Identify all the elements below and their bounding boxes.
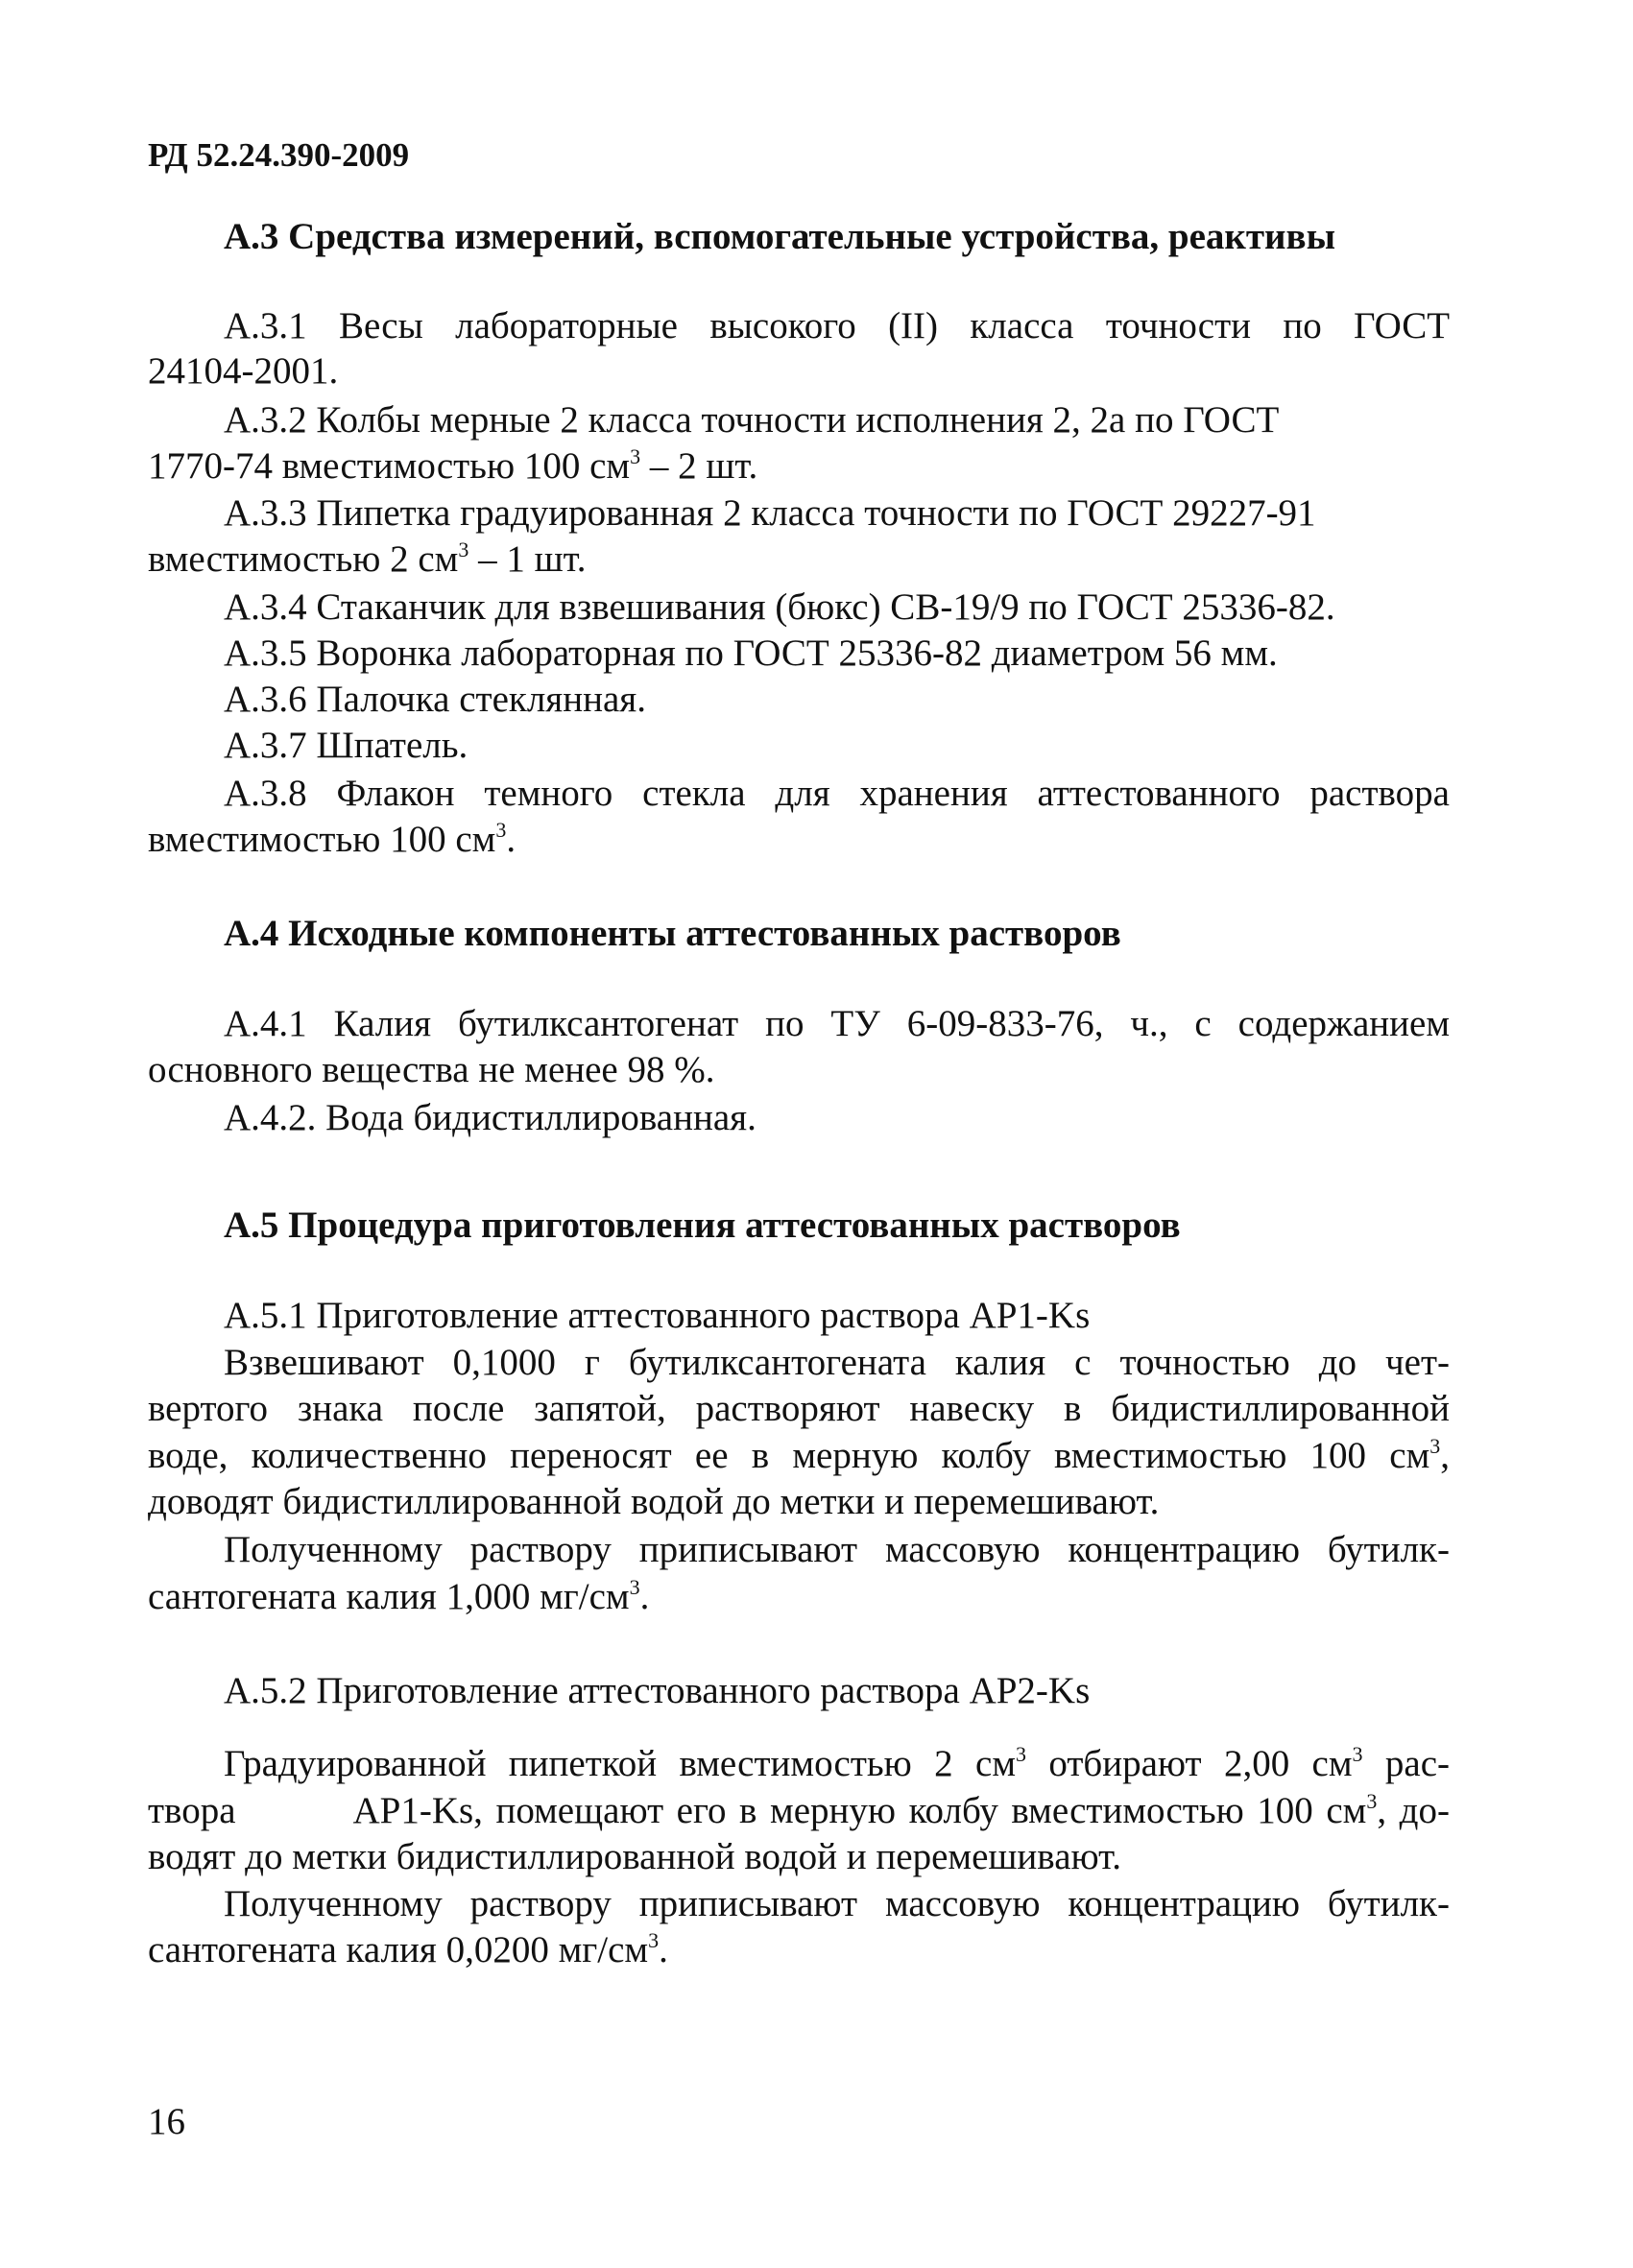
subsection-a5-2-title: А.5.2 Приготовление аттестованного раствора АР2-Ks [224,1670,1091,1711]
item-a3-2-line1: А.3.2 Колбы мерные 2 класса точности исполнения 2, 2а по ГОСТ [224,399,1280,441]
item-a3-8-line1: А.3.8 Флакон темного стекла для хранения аттестованного раствора [224,773,1450,814]
para-a5-2-line1: Градуированной пипеткой вместимостью 2 $см^3$ отбирают 2,00 $см^3$ рас- [224,1742,1451,1784]
section-a5-heading: А.5 Процедура приготовления аттестованных растворов [224,1205,1181,1246]
para-a5-2b-line1: Полученному раствору приписывают массовую концентрацию бутилк- [224,1883,1450,1924]
item-a3-3-line2: вместимостью 2 $см^3 - 1$ шт. [148,537,587,580]
item-a3-5: А.3.5 Воронка лабораторная по ГОСТ 25336-82 диаметром 56 мм. [224,633,1278,674]
item-a3-3-line1: А.3.3 Пипетка градуированная 2 класса точности по ГОСТ 29227-91 [224,492,1316,534]
item-a3-1-line1: А.3.1 Весы лабораторные высокого (II) класса точности по ГОСТ [224,305,1451,346]
item-a3-6: А.3.6 Палочка стеклянная. [224,679,646,720]
para-a5-2-line3: водят до метки бидистиллированной водой и перемешивают. [148,1836,1121,1877]
para-a5-1b-line1: Полученному раствору приписывают массовую концентрацию бутилк- [224,1529,1450,1570]
para-a5-1-line1: Взвешивают 0,1000 г бутилксантогената калия с точностью до чет- [224,1342,1450,1383]
item-a4-2: А.4.2. Вода бидистиллированная. [224,1097,756,1138]
para-a5-2-line2: твора АР1-Ks, помещают его в мерную колбу вместимостью 100 $см^3$, до- [148,1789,1450,1831]
page-number: 16 [148,2101,185,2142]
section-a3-heading: А.3 Средства измерений, вспомогательные устройства, реактивы [224,216,1336,257]
item-a3-7: А.3.7 Шпатель. [224,725,468,766]
para-a5-1-line2: вертого знака после запятой, растворяют навеску в бидистиллированной [148,1388,1450,1429]
section-a4-heading: А.4 Исходные компоненты аттестованных растворов [224,913,1121,954]
item-a4-1-line2: основного вещества не менее 98 %. [148,1049,715,1090]
item-a3-1-line2: 24104-2001. [148,350,339,392]
para-a5-1-line4: доводят бидистиллированной водой до метки и перемешивают. [148,1481,1160,1522]
item-a3-2-line2: 1770-74 вместимостью 100 $см^3 - 2$ шт. [148,444,758,487]
para-a5-1b-line2: сантогената калия 1,000 $мг/см^3$. [148,1575,650,1617]
document-code: РД 52.24.390-2009 [148,136,410,174]
subsection-a5-1-title: А.5.1 Приготовление аттестованного раствора АР1-Ks [224,1295,1091,1336]
item-a3-4: А.3.4 Стаканчик для взвешивания (бюкс) СВ-19/9 по ГОСТ 25336-82. [224,586,1335,628]
item-a3-8-line2: вместимостью 100 $см^3$. [148,818,516,860]
item-a4-1-line1: А.4.1 Калия бутилксантогенат по ТУ 6-09-833-76, ч., с содержанием [224,1003,1450,1044]
para-a5-2b-line2: сантогената калия 0,0200 $мг/см^3$. [148,1928,668,1970]
para-a5-1-line3: воде, количественно переносят ее в мерную колбу вместимостью 100 $см^3$, [148,1434,1450,1476]
